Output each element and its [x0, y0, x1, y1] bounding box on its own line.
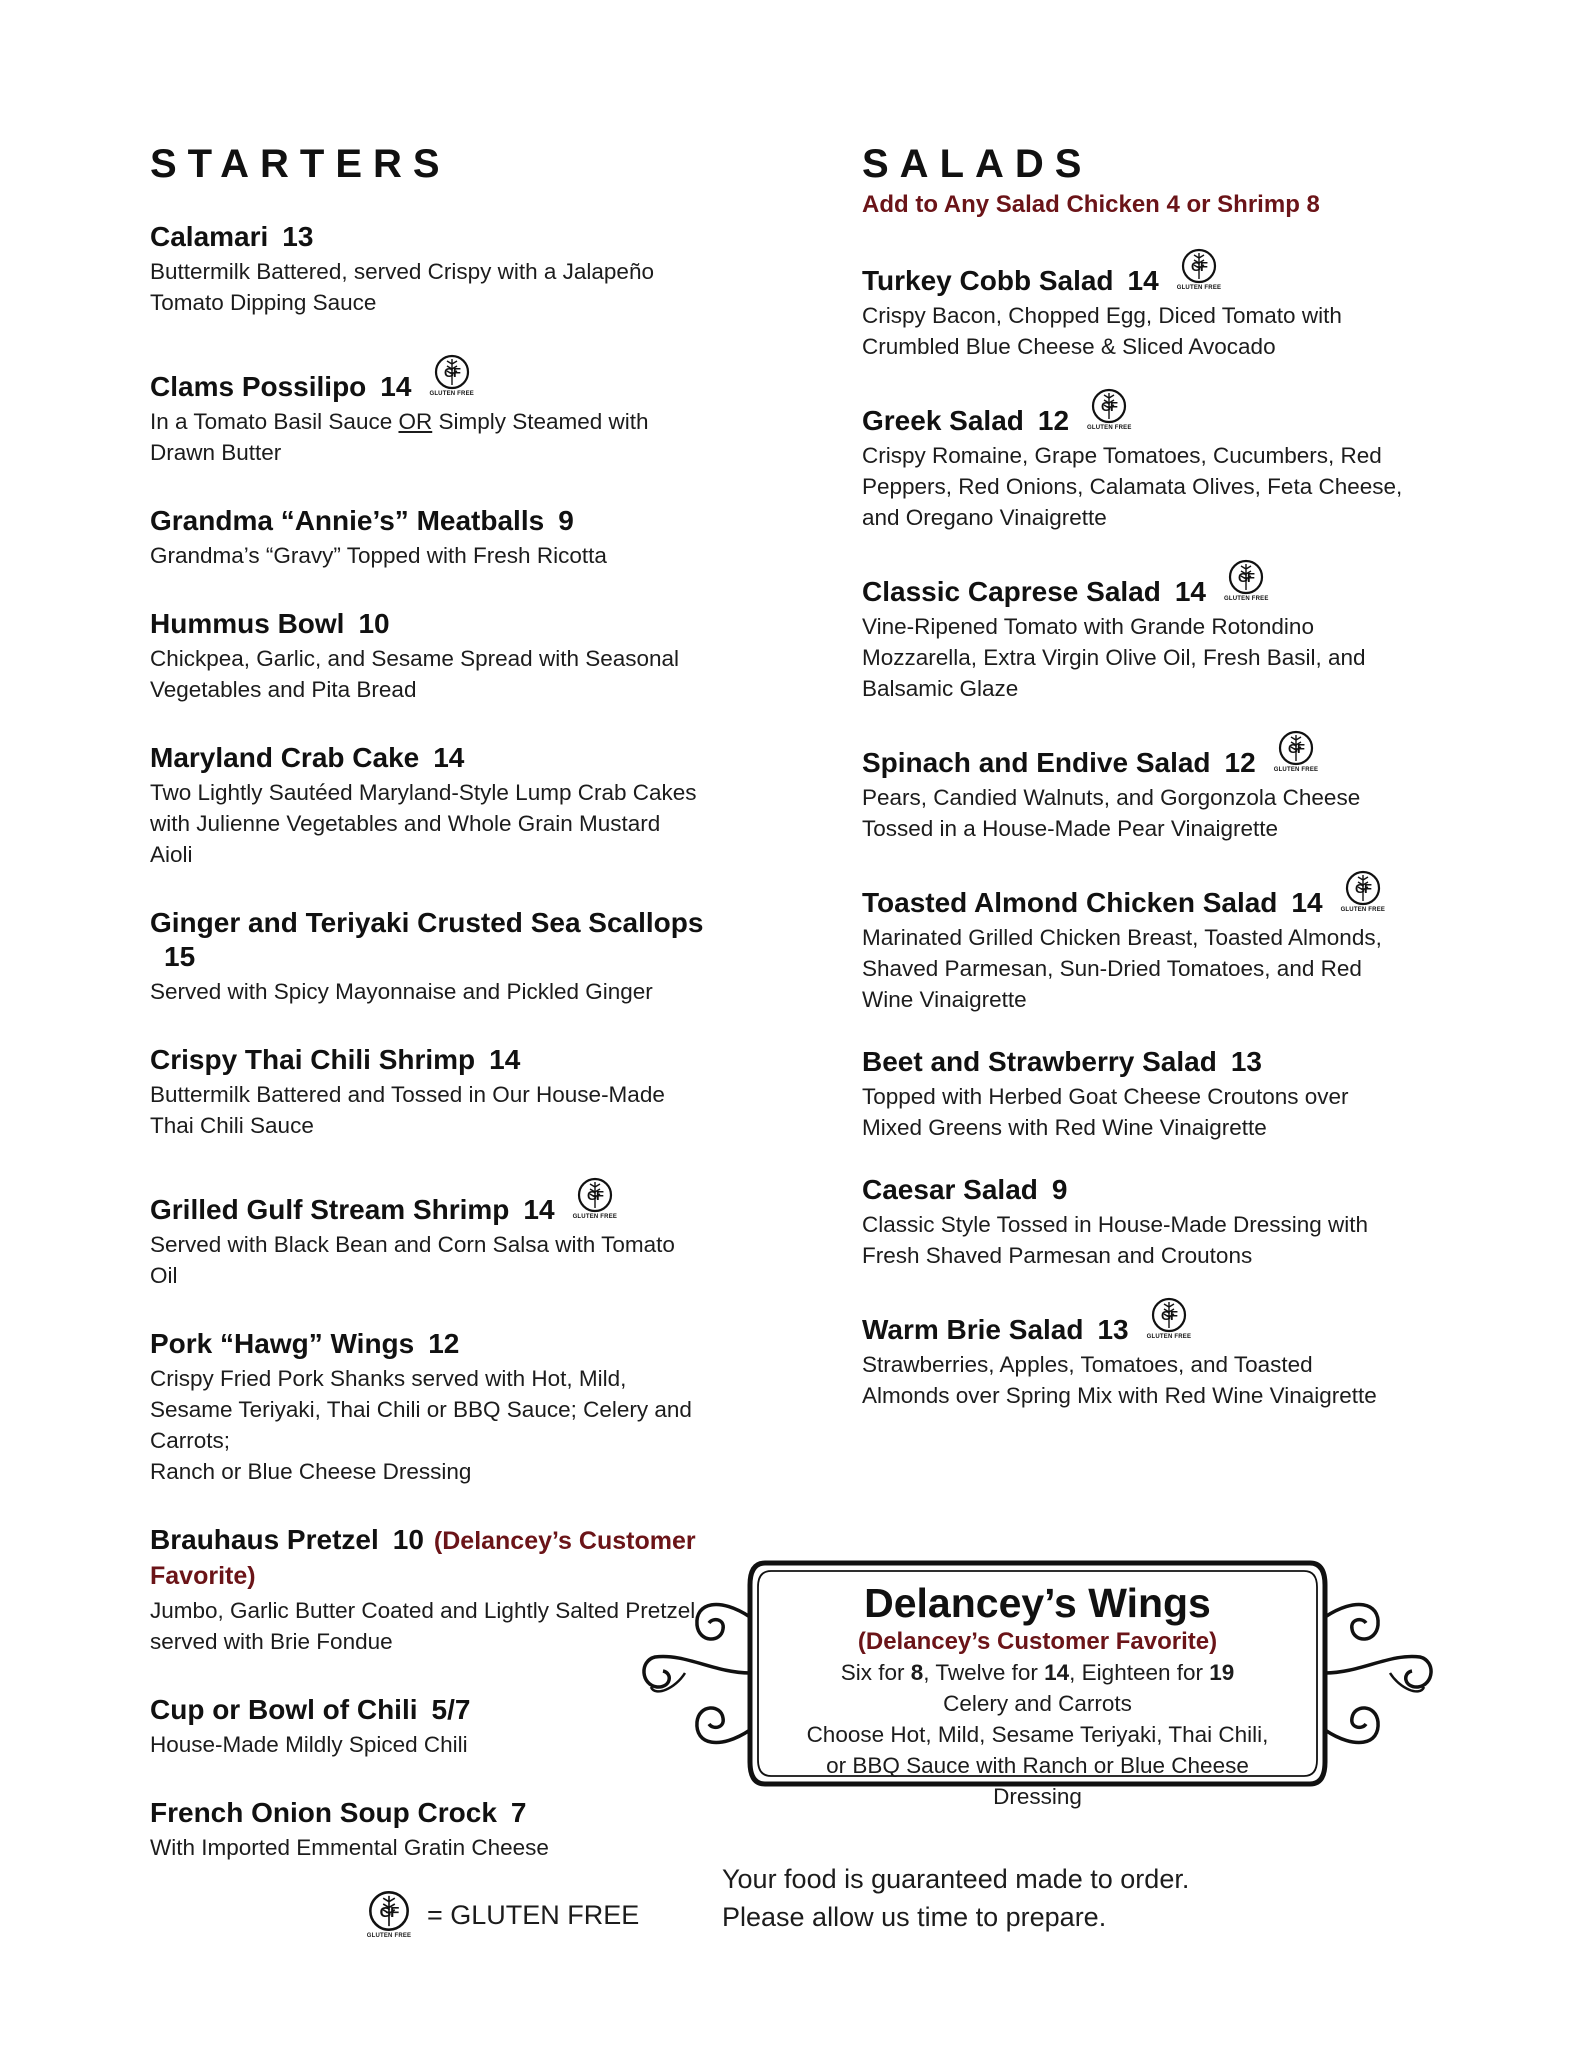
menu-item: [862, 388, 1422, 533]
gluten-free-icon: [1274, 730, 1319, 774]
item-name: Calamari: [150, 221, 269, 252]
menu-item: [150, 220, 730, 318]
item-description: Vine-Ripened Tomato with Grande Rotondino Mozzarella, Extra Virgin Olive Oil, Fresh Basil, and Balsamic Glaze: [862, 614, 1366, 701]
svg-text:F: F: [595, 1188, 604, 1203]
item-price: 7: [510, 1797, 527, 1828]
menu-item: [150, 741, 730, 870]
menu-item: [150, 1327, 730, 1487]
gf-label: GLUTEN FREE: [1340, 907, 1386, 913]
item-name: Pork “Hawg” Wings: [150, 1328, 415, 1359]
gluten-free-icon: [1147, 1297, 1192, 1341]
item-price: 15: [164, 941, 196, 972]
menu-item: [862, 870, 1422, 1015]
item-description: Crispy Bacon, Chopped Egg, Diced Tomato with Crumbled Blue Cheese & Sliced Avocado: [862, 303, 1342, 359]
svg-text:F: F: [1199, 259, 1208, 274]
item-name: Caesar Salad: [862, 1174, 1038, 1205]
svg-text:G: G: [1287, 741, 1299, 756]
item-description: Buttermilk Battered, served Crispy with a Jalapeño Tomato Dipping Sauce: [150, 259, 654, 315]
item-price: 14: [1127, 265, 1159, 296]
item-description: Classic Style Tossed in House-Made Dressing with Fresh Shaved Parmesan and Croutons: [862, 1212, 1369, 1268]
item-name: Maryland Crab Cake: [150, 742, 420, 773]
item-name: French Onion Soup Crock: [150, 1797, 497, 1828]
item-price: 5/7: [431, 1694, 471, 1725]
footer-line-2: Please allow us time to prepare.: [722, 1902, 1107, 1932]
menu-item: [862, 730, 1422, 844]
item-description: Jumbo, Garlic Butter Coated and Lightly Salted Pretzel served with Brie Fondue: [150, 1598, 696, 1654]
gf-label: GLUTEN FREE: [1087, 425, 1132, 431]
gf-label: GLUTEN FREE: [1224, 596, 1269, 602]
item-name: Hummus Bowl: [150, 608, 345, 639]
gf-label: GLUTEN FREE: [1273, 767, 1319, 773]
item-name: Ginger and Teriyaki Crusted Sea Scallops: [150, 907, 704, 938]
salads-column: [862, 140, 1422, 1411]
svg-text:F: F: [452, 365, 461, 380]
item-name: Classic Caprese Salad: [862, 576, 1161, 607]
item-name: Turkey Cobb Salad: [862, 265, 1114, 296]
item-description: Topped with Herbed Goat Cheese Croutons over Mixed Greens with Red Wine Vinaigrette: [862, 1084, 1349, 1140]
wings-title: Delancey’s Wings: [864, 1580, 1211, 1626]
gluten-free-icon: [1087, 388, 1132, 432]
gf-label: GLUTEN FREE: [1176, 285, 1222, 291]
gf-label: GLUTEN FREE: [572, 1214, 618, 1220]
item-price: 12: [428, 1328, 460, 1359]
item-description: Chickpea, Garlic, and Sesame Spread with Seasonal Vegetables and Pita Bread: [150, 646, 680, 702]
item-name: Crispy Thai Chili Shrimp: [150, 1044, 476, 1075]
wings-pricing: Six for 8, Twelve for 14, Eighteen for 19: [840, 1660, 1235, 1685]
menu-item: [150, 1177, 730, 1291]
item-name: Warm Brie Salad: [862, 1314, 1084, 1345]
menu-item: [862, 1045, 1422, 1143]
menu-item: [150, 504, 730, 571]
menu-item: [150, 354, 730, 468]
item-description: Pears, Candied Walnuts, and Gorgonzola Cheese Tossed in a House-Made Pear Vinaigrette: [862, 785, 1361, 841]
wings-content: [780, 1579, 1295, 1812]
wings-feature-box: [635, 1557, 1440, 1809]
svg-text:G: G: [1190, 259, 1202, 274]
item-price: 13: [1097, 1314, 1129, 1345]
item-description: House-Made Mildly Spiced Chili: [150, 1732, 468, 1757]
menu-item: [862, 559, 1422, 704]
gluten-free-legend: [365, 1890, 639, 1946]
gf-label: GLUTEN FREE: [429, 391, 474, 397]
menu-item: [150, 607, 730, 705]
item-description: Strawberries, Apples, Tomatoes, and Toasted Almonds over Spring Mix with Red Wine Vinaigrette: [862, 1352, 1377, 1408]
svg-text:G: G: [1160, 1308, 1172, 1323]
item-name: Brauhaus Pretzel: [150, 1524, 379, 1555]
menu-item: [862, 248, 1422, 362]
item-name: Cup or Bowl of Chili: [150, 1694, 418, 1725]
item-description: Two Lightly Sautéed Maryland-Style Lump Crab Cakes with Julienne Vegetables and Whole Grain Mustard Aioli: [150, 780, 697, 867]
customer-favorite-note: (Delancey’s Customer Favorite): [150, 1527, 696, 1590]
item-price: 14: [380, 371, 412, 402]
gluten-free-icon: [1177, 248, 1222, 292]
gluten-free-icon: [1341, 870, 1386, 914]
item-name: Clams Possilipo: [150, 371, 367, 402]
item-description: Buttermilk Battered and Tossed in Our House-Made Thai Chili Sauce: [150, 1082, 665, 1138]
item-price: 14: [1291, 887, 1323, 918]
item-description: Grandma’s “Gravy” Topped with Fresh Ricotta: [150, 543, 607, 568]
svg-text:F: F: [390, 1903, 400, 1921]
svg-text:F: F: [1110, 399, 1119, 414]
item-price: 14: [433, 742, 465, 773]
item-price: 13: [1230, 1046, 1262, 1077]
gf-label: GLUTEN FREE: [1146, 1334, 1192, 1340]
item-price: 14: [1174, 576, 1206, 607]
item-description: Crispy Romaine, Grape Tomatoes, Cucumbers, Red Peppers, Red Onions, Calamata Olives, Feta Cheese, and Oregano Vinaigrette: [862, 443, 1403, 530]
item-description: With Imported Emmental Gratin Cheese: [150, 1835, 549, 1860]
item-price: 14: [523, 1194, 555, 1225]
svg-text:G: G: [1238, 570, 1249, 585]
item-price: 12: [1224, 747, 1256, 778]
menu-item: [150, 906, 730, 1007]
menu-item: [150, 1043, 730, 1141]
item-price: 13: [282, 221, 314, 252]
item-name: Spinach and Endive Salad: [862, 747, 1211, 778]
item-description: Served with Spicy Mayonnaise and Pickled Ginger: [150, 979, 653, 1004]
svg-text:G: G: [1354, 881, 1365, 896]
item-price: 10: [392, 1524, 424, 1555]
item-price: 12: [1037, 405, 1070, 436]
menu-item: [862, 1297, 1422, 1411]
item-price: 10: [358, 608, 390, 639]
menu-item: [862, 1173, 1422, 1271]
wings-sauce-choice-2: or BBQ Sauce with Ranch or Blue Cheese Dressing: [826, 1753, 1249, 1809]
footer-line-1: Your food is guaranteed made to order.: [722, 1864, 1190, 1894]
item-price: 14: [489, 1044, 521, 1075]
item-price: 9: [558, 505, 574, 536]
menu-item: [150, 1796, 730, 1863]
item-description: Marinated Grilled Chicken Breast, Toasted Almonds, Shaved Parmesan, Sun-Dried Tomatoes, and Red Wine Vinaigrette: [862, 925, 1382, 1012]
legend-text: = GLUTEN FREE: [427, 1899, 640, 1930]
wings-favorite-note: (Delancey’s Customer Favorite): [857, 1628, 1218, 1655]
gluten-free-icon: [573, 1177, 618, 1221]
svg-text:F: F: [1169, 1308, 1178, 1323]
item-name: Grilled Gulf Stream Shrimp: [150, 1194, 510, 1225]
item-name: Toasted Almond Chicken Salad: [862, 887, 1278, 918]
svg-text:F: F: [1296, 741, 1305, 756]
wings-sides: Celery and Carrots: [943, 1691, 1132, 1716]
item-description: In a Tomato Basil Sauce OR Simply Steamed with Drawn Butter: [150, 409, 649, 465]
item-price: 9: [1051, 1174, 1068, 1205]
gluten-free-icon: [365, 1890, 413, 1940]
svg-text:G: G: [586, 1188, 597, 1203]
salads-addon-note: Add to Any Salad Chicken 4 or Shrimp 8: [862, 191, 1320, 218]
item-description: Served with Black Bean and Corn Salsa with Tomato Oil: [150, 1232, 675, 1288]
svg-text:F: F: [1247, 570, 1256, 585]
salads-title: SALADS: [862, 142, 1093, 186]
wings-sauce-choice: Choose Hot, Mild, Sesame Teriyaki, Thai Chili,: [806, 1722, 1269, 1747]
item-name: Grandma “Annie’s” Meatballs: [150, 505, 545, 536]
svg-text:F: F: [1363, 881, 1372, 896]
made-to-order-note: [722, 1860, 1189, 1936]
svg-text:G: G: [1101, 399, 1112, 414]
item-name: Beet and Strawberry Salad: [862, 1046, 1217, 1077]
item-name: Greek Salad: [862, 405, 1024, 436]
svg-text:G: G: [379, 1903, 392, 1921]
starters-title: STARTERS: [150, 142, 451, 186]
gf-label: GLUTEN FREE: [366, 1933, 412, 1939]
item-description: Crispy Fried Pork Shanks served with Hot, Mild, Sesame Teriyaki, Thai Chili or BBQ Sauce; Celery and Carrots; Ranch or Blue Cheese Dressing: [150, 1366, 692, 1484]
gluten-free-icon: [1224, 559, 1269, 603]
gluten-free-icon: [429, 354, 474, 398]
svg-text:G: G: [443, 365, 454, 380]
